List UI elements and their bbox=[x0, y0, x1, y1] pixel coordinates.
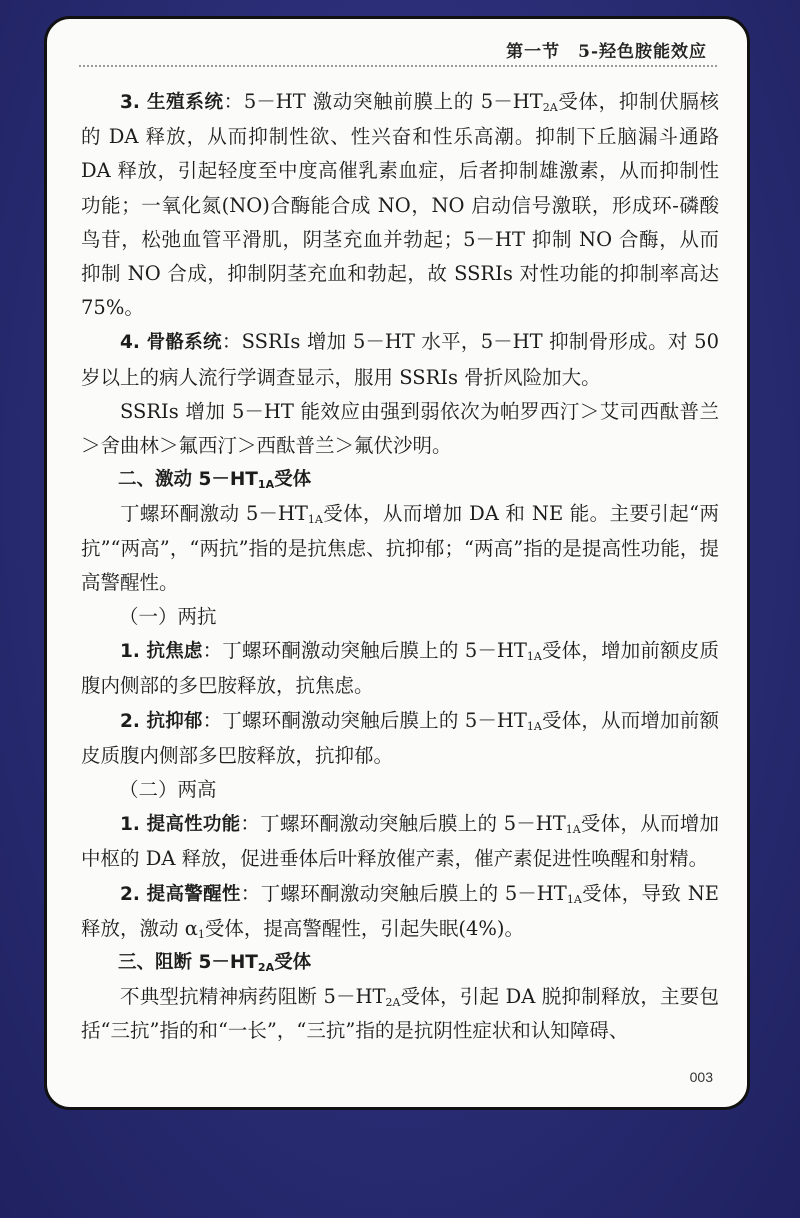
paragraph-reproductive-system bbox=[81, 85, 719, 325]
text: 受体，引起 DA 脱抑制释放，主要包括“三抗”指的和“一长”，“三抗”指的是抗阴性症状和认知障碍、 bbox=[81, 985, 719, 1043]
subscript: 2A bbox=[385, 996, 401, 1010]
paragraph-alertness bbox=[81, 877, 719, 946]
text: ：丁螺环酮激动突触后膜上的 5－HT bbox=[240, 812, 566, 836]
book-page bbox=[44, 16, 750, 1110]
text: 受体，增加前额皮质腹内侧部的多巴胺释放，抗焦虑。 bbox=[81, 639, 719, 698]
text: 受体，从而增加 DA 和 NE 能。主要引起“两抗”“两高”，“两抗”指的是抗焦虑、抗抑郁；“两高”指的是提高性功能，提高警醒性。 bbox=[81, 502, 720, 594]
text: 受体，从而增加前额皮质腹内侧部多巴胺释放，抗抑郁。 bbox=[81, 708, 719, 767]
subscript: 1A bbox=[565, 823, 581, 837]
subscript: 1 bbox=[197, 927, 205, 941]
paragraph-skeletal-system bbox=[81, 325, 719, 394]
paragraph-anti-depression bbox=[81, 704, 719, 773]
paragraph-heading: 2. 提高警醒性 bbox=[120, 883, 241, 905]
text: ：丁螺环酮激动突触后膜上的 5－HT bbox=[202, 639, 527, 663]
text: 受体 bbox=[274, 952, 312, 974]
section-heading-blockade bbox=[81, 946, 719, 980]
section-title: 第一节 5-羟色胺能效应 bbox=[506, 42, 707, 62]
paragraph-heading: 1. 提高性功能 bbox=[120, 814, 241, 836]
paragraph-heading: 1. 抗焦虑 bbox=[120, 641, 203, 663]
text: SSRIs 增加 5－HT 能效应由强到弱依次为帕罗西汀＞艾司西酞普兰＞舍曲林＞氟西汀＞西酞普兰＞氟伏沙明。 bbox=[81, 399, 719, 458]
subscript: 1A bbox=[566, 892, 582, 906]
subscript: 2A bbox=[542, 101, 558, 114]
section-heading-agonist bbox=[81, 463, 719, 497]
paragraph-heading: 4. 骨骼系统 bbox=[120, 332, 222, 354]
text: ：丁螺环酮激动突触后膜上的 5－HT bbox=[240, 881, 567, 905]
subscript: 2A bbox=[257, 961, 275, 975]
paragraph-ssri-ranking bbox=[81, 395, 719, 463]
subsection-heading-two-anti bbox=[119, 600, 719, 634]
text: 受体，从而增加中枢的 DA 释放，促进垂体后叶释放催产素，催产素促进性唤醒和射精。 bbox=[81, 812, 719, 871]
text: 受体，抑制伏膈核的 DA 释放，从而抑制性欲、性兴奋和性乐高潮。抑制下丘脑漏斗通路 DA 释放，引起轻度至中度高催乳素血症，后者抑制雄激素，从而抑制性功能；一氧化氮(NO)合酶能合成 NO，NO 启动信号激联，形成环-磷酸鸟苷，松弛血管平滑肌，阴茎充血并勃起；5－HT 抑制 NO 合酶，从而抑制 NO 合成，抑制阴茎充血和勃起，故 SSRIs 对性功能的抑制率高达 75%。 bbox=[81, 90, 719, 320]
paragraph-heading: 3. 生殖系统 bbox=[120, 92, 224, 113]
text: 受体 bbox=[274, 469, 312, 491]
page-number: 003 bbox=[689, 1069, 713, 1085]
text: ：5－HT 激动突触前膜上的 5－HT bbox=[223, 90, 543, 113]
subscript: 1A bbox=[526, 719, 542, 733]
text: （一）两抗 bbox=[119, 605, 217, 629]
page-body bbox=[81, 85, 719, 1049]
text: 丁螺环酮激动 5－HT bbox=[120, 502, 308, 526]
running-header bbox=[79, 25, 717, 67]
text: 不典型抗精神病药阻断 5－HT bbox=[120, 985, 386, 1009]
text: ：SSRIs 增加 5－HT 水平，5－HT 抑制骨形成。对 50 岁以上的病人流行学调查显示，服用 SSRIs 骨折风险加大。 bbox=[81, 330, 719, 389]
text: 受体，导致 NE 释放，激动 α bbox=[81, 881, 720, 940]
text: ：丁螺环酮激动突触后膜上的 5－HT bbox=[202, 708, 527, 732]
text: （二）两高 bbox=[119, 778, 217, 802]
paragraph-heading: 2. 抗抑郁 bbox=[120, 710, 203, 732]
paragraph-anti-anxiety bbox=[81, 634, 719, 703]
subsection-heading-two-high bbox=[119, 773, 719, 807]
text: 二、激动 5－HT bbox=[118, 469, 258, 491]
subscript: 1A bbox=[307, 513, 323, 527]
paragraph-antipsychotics bbox=[81, 980, 719, 1048]
text: 三、阻断 5－HT bbox=[118, 952, 258, 974]
paragraph-sexual-function bbox=[81, 807, 719, 876]
subscript: 1A bbox=[257, 478, 275, 492]
subscript: 1A bbox=[526, 650, 542, 664]
paragraph-buspirone bbox=[81, 497, 719, 600]
text: 受体，提高警醒性，引起失眠(4%)。 bbox=[204, 916, 525, 940]
